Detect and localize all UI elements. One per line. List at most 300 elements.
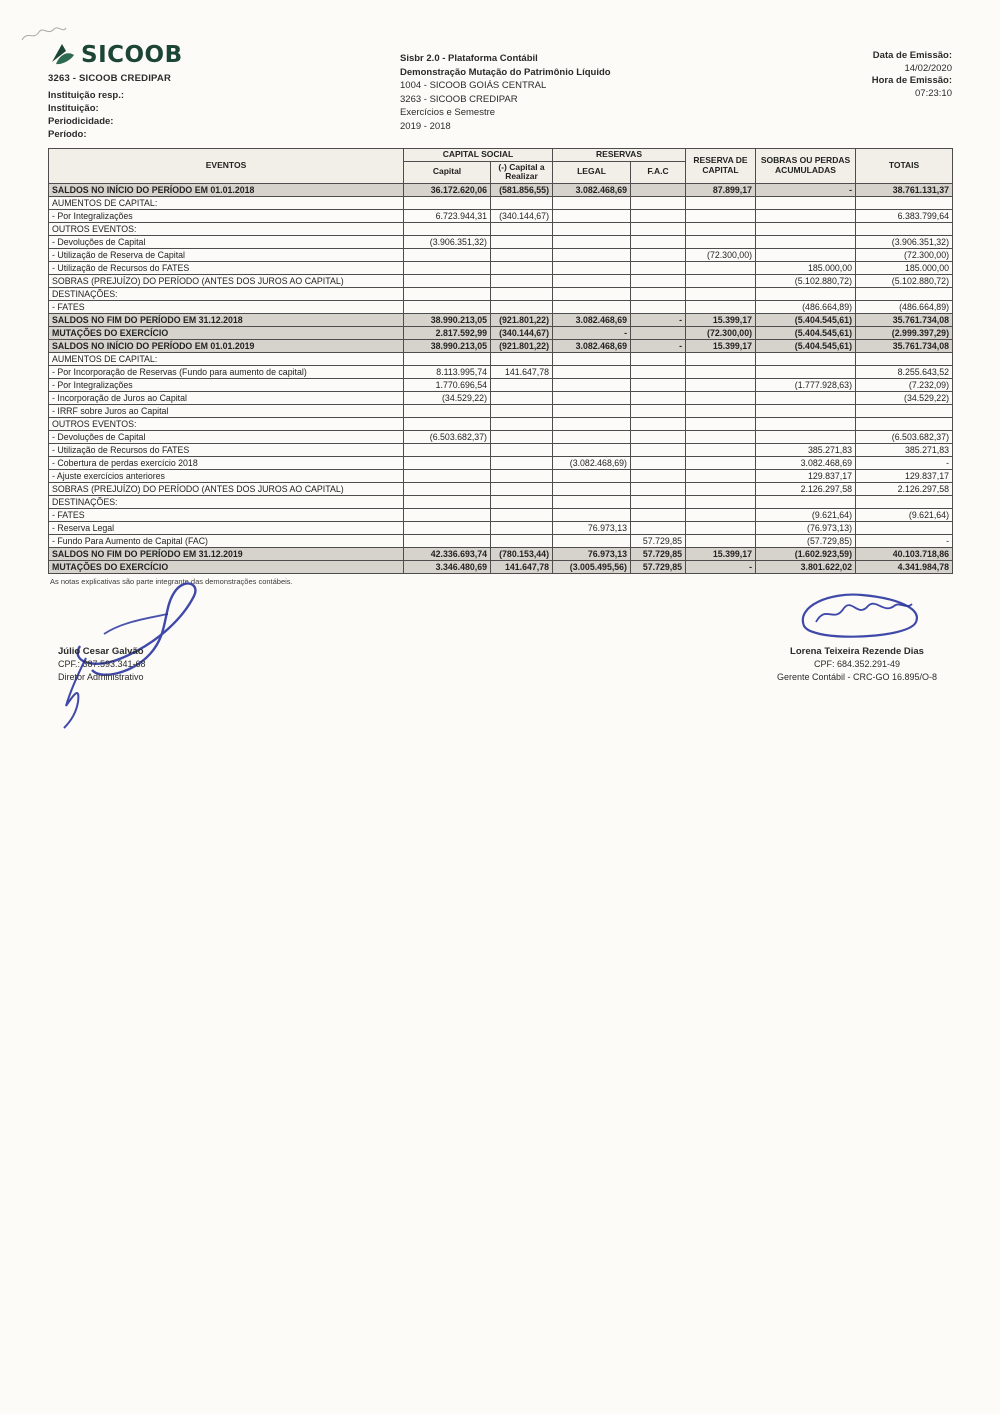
signature-block-accountant xyxy=(732,586,982,684)
cell-value xyxy=(756,287,856,300)
cell-value: 57.729,85 xyxy=(631,547,686,560)
cell-value: 15.399,17 xyxy=(686,547,756,560)
cell-value xyxy=(631,183,686,196)
cell-value xyxy=(686,495,756,508)
cell-value: (340.144,67) xyxy=(491,209,553,222)
cell-value xyxy=(631,196,686,209)
cell-value: 15.399,17 xyxy=(686,339,756,352)
cell-value: 57.729,85 xyxy=(631,560,686,573)
cell-value xyxy=(491,521,553,534)
row-label: - Ajuste exercícios anteriores xyxy=(49,469,404,482)
cell-value: (5.404.545,61) xyxy=(756,339,856,352)
cell-value xyxy=(631,404,686,417)
cell-value: 141.647,78 xyxy=(491,560,553,573)
label-periodicidade: Periodicidade: xyxy=(48,116,114,127)
col-header-legal: LEGAL xyxy=(553,161,631,183)
cell-value: 40.103.718,86 xyxy=(856,547,953,560)
signature-block-director xyxy=(52,580,292,750)
explanatory-note: As notas explicativas são parte integrante das demonstrações contábeis. xyxy=(50,577,293,586)
cell-value xyxy=(491,274,553,287)
logo-wordmark: SICOOB xyxy=(81,42,183,68)
row-label: - Utilização de Recursos do FATES xyxy=(49,443,404,456)
cell-value: 2.817.592,99 xyxy=(404,326,491,339)
table-row xyxy=(49,430,953,443)
cell-value xyxy=(686,482,756,495)
cell-value: 2.126.297,58 xyxy=(756,482,856,495)
cell-value: (34.529,22) xyxy=(856,391,953,404)
table-row xyxy=(49,521,953,534)
cell-value: 3.082.468,69 xyxy=(553,313,631,326)
cell-value xyxy=(404,274,491,287)
cell-value xyxy=(491,287,553,300)
cell-value xyxy=(491,261,553,274)
header-left xyxy=(48,42,368,141)
cell-value xyxy=(404,469,491,482)
period-value: 2019 - 2018 xyxy=(400,120,451,132)
cell-value xyxy=(553,235,631,248)
row-label: SALDOS NO INÍCIO DO PERÍODO EM 01.01.2018 xyxy=(49,183,404,196)
cell-value: (1.602.923,59) xyxy=(756,547,856,560)
cell-value xyxy=(491,248,553,261)
label-instituicao-resp: Instituição resp.: xyxy=(48,90,125,101)
cell-value xyxy=(553,209,631,222)
table-row xyxy=(49,196,953,209)
table-row xyxy=(49,417,953,430)
row-label: SALDOS NO FIM DO PERÍODO EM 31.12.2019 xyxy=(49,547,404,560)
table-row xyxy=(49,339,953,352)
cell-value: 3.082.468,69 xyxy=(553,339,631,352)
cell-value: 76.973,13 xyxy=(553,547,631,560)
cell-value xyxy=(553,430,631,443)
cell-value xyxy=(553,508,631,521)
cell-value xyxy=(491,430,553,443)
cell-value: 6.723.944,31 xyxy=(404,209,491,222)
cell-value xyxy=(491,417,553,430)
events-table-body xyxy=(49,183,953,573)
cell-value xyxy=(686,287,756,300)
table-row xyxy=(49,352,953,365)
cell-value xyxy=(686,534,756,547)
cell-value xyxy=(631,469,686,482)
emission-block xyxy=(872,50,952,100)
cell-value xyxy=(553,482,631,495)
row-label: - Por Integralizações xyxy=(49,378,404,391)
cell-value: (57.729,85) xyxy=(756,534,856,547)
cell-value: 129.837,17 xyxy=(856,469,953,482)
branch-code: 3263 - SICOOB CREDIPAR xyxy=(48,73,172,84)
row-label: OUTROS EVENTOS: xyxy=(49,417,404,430)
cell-value xyxy=(404,222,491,235)
cell-value xyxy=(631,521,686,534)
sicoob-logo-icon xyxy=(48,42,76,68)
cell-value xyxy=(631,352,686,365)
cell-value: 3.346.480,69 xyxy=(404,560,491,573)
cell-value: 3.801.622,02 xyxy=(756,560,856,573)
row-label: SALDOS NO FIM DO PERÍODO EM 31.12.2018 xyxy=(49,313,404,326)
row-label: MUTAÇÕES DO EXERCÍCIO xyxy=(49,560,404,573)
cell-value xyxy=(856,404,953,417)
cell-value xyxy=(686,521,756,534)
table-row xyxy=(49,443,953,456)
cell-value xyxy=(686,261,756,274)
cell-value xyxy=(491,391,553,404)
cell-value xyxy=(553,404,631,417)
cell-value: (921.801,22) xyxy=(491,313,553,326)
cell-value: (340.144,67) xyxy=(491,326,553,339)
cell-value xyxy=(631,443,686,456)
cell-value xyxy=(756,248,856,261)
cell-value: - xyxy=(686,560,756,573)
row-label: SOBRAS (PREJUÍZO) DO PERÍODO (ANTES DOS JUROS AO CAPITAL) xyxy=(49,482,404,495)
cell-value xyxy=(756,495,856,508)
cell-value xyxy=(553,352,631,365)
cell-value xyxy=(491,534,553,547)
cell-value xyxy=(631,508,686,521)
cell-value: (9.621,64) xyxy=(756,508,856,521)
cell-value: 38.990.213,05 xyxy=(404,313,491,326)
row-label: - Utilização de Reserva de Capital xyxy=(49,248,404,261)
institution: 3263 - SICOOB CREDIPAR xyxy=(400,93,518,105)
cell-value xyxy=(553,443,631,456)
cell-value xyxy=(686,196,756,209)
row-label: - Incorporação de Juros ao Capital xyxy=(49,391,404,404)
cell-value: 15.399,17 xyxy=(686,313,756,326)
table-row xyxy=(49,547,953,560)
cell-value xyxy=(553,391,631,404)
cell-value xyxy=(686,508,756,521)
cell-value: (5.404.545,61) xyxy=(756,326,856,339)
col-header-fac: F.A.C xyxy=(631,161,686,183)
cell-value xyxy=(553,287,631,300)
report-title: Demonstração Mutação do Patrimônio Líquido xyxy=(400,66,611,78)
cell-value xyxy=(404,534,491,547)
cell-value: (6.503.682,37) xyxy=(856,430,953,443)
periodicity-value: Exercícios e Semestre xyxy=(400,107,496,118)
cell-value: - xyxy=(856,534,953,547)
cell-value xyxy=(553,365,631,378)
cell-value xyxy=(404,196,491,209)
cell-value xyxy=(631,287,686,300)
cell-value xyxy=(404,300,491,313)
cell-value: - xyxy=(856,456,953,469)
emission-time-value: 07:23:10 xyxy=(915,87,952,99)
row-label: - FATES xyxy=(49,508,404,521)
cell-value xyxy=(404,352,491,365)
cell-value: (1.777.928,63) xyxy=(756,378,856,391)
col-header-capital-social: CAPITAL SOCIAL xyxy=(404,149,553,162)
cell-value xyxy=(631,300,686,313)
director-cpf: CPF.: 387.593.341-68 xyxy=(58,659,146,669)
cell-value xyxy=(631,378,686,391)
cell-value xyxy=(404,261,491,274)
cell-value xyxy=(404,495,491,508)
report-title-block xyxy=(400,52,611,133)
cell-value: (5.102.880,72) xyxy=(756,274,856,287)
cell-value xyxy=(856,287,953,300)
cell-value xyxy=(856,417,953,430)
cell-value: 3.082.468,69 xyxy=(756,456,856,469)
cell-value xyxy=(491,443,553,456)
label-instituicao: Instituição: xyxy=(48,103,99,114)
cell-value xyxy=(631,430,686,443)
cell-value xyxy=(631,482,686,495)
cell-value xyxy=(631,391,686,404)
director-role: Diretor Administrativo xyxy=(58,672,144,682)
cell-value xyxy=(491,352,553,365)
cell-value: 6.383.799,64 xyxy=(856,209,953,222)
row-label: - Fundo Para Aumento de Capital (FAC) xyxy=(49,534,404,547)
cell-value xyxy=(756,417,856,430)
cell-value: (3.005.495,56) xyxy=(553,560,631,573)
cell-value: (921.801,22) xyxy=(491,339,553,352)
cell-value: 385.271,83 xyxy=(756,443,856,456)
cell-value: 38.990.213,05 xyxy=(404,339,491,352)
cell-value xyxy=(686,417,756,430)
cell-value: (581.856,55) xyxy=(491,183,553,196)
cell-value: (6.503.682,37) xyxy=(404,430,491,443)
cell-value: 36.172.620,06 xyxy=(404,183,491,196)
cell-value: 8.255.643,52 xyxy=(856,365,953,378)
cell-value: - xyxy=(631,339,686,352)
row-label: - Por Incorporação de Reservas (Fundo para aumento de capital) xyxy=(49,365,404,378)
cell-value xyxy=(856,222,953,235)
cell-value xyxy=(491,469,553,482)
cell-value xyxy=(686,235,756,248)
cell-value: (5.404.545,61) xyxy=(756,313,856,326)
cell-value xyxy=(553,417,631,430)
accountant-cpf: CPF: 684.352.291-49 xyxy=(813,659,901,669)
emission-date-label: Data de Emissão: xyxy=(872,50,952,61)
cell-value: 3.082.468,69 xyxy=(553,183,631,196)
table-row xyxy=(49,482,953,495)
platform-title: Sisbr 2.0 - Plataforma Contábil xyxy=(400,53,538,64)
col-header-reserva-capital: RESERVA DE CAPITAL xyxy=(686,149,756,184)
cell-value xyxy=(686,443,756,456)
cell-value: 185.000,00 xyxy=(756,261,856,274)
cell-value xyxy=(686,456,756,469)
cell-value xyxy=(686,352,756,365)
cell-value xyxy=(631,235,686,248)
table-row xyxy=(49,222,953,235)
col-header-totais: TOTAIS xyxy=(856,149,953,184)
cell-value: (72.300,00) xyxy=(856,248,953,261)
accountant-name: Lorena Teixeira Rezende Dias xyxy=(790,646,924,657)
cell-value xyxy=(686,430,756,443)
row-label: MUTAÇÕES DO EXERCÍCIO xyxy=(49,326,404,339)
cell-value xyxy=(553,248,631,261)
cell-value xyxy=(491,378,553,391)
cell-value xyxy=(756,365,856,378)
cell-value xyxy=(553,378,631,391)
cell-value: 38.761.131,37 xyxy=(856,183,953,196)
cell-value xyxy=(631,222,686,235)
table-row xyxy=(49,235,953,248)
table-row xyxy=(49,495,953,508)
cell-value xyxy=(491,235,553,248)
cell-value: - xyxy=(631,313,686,326)
emission-date-value: 14/02/2020 xyxy=(904,62,952,74)
table-row xyxy=(49,456,953,469)
cell-value xyxy=(404,287,491,300)
row-label: - IRRF sobre Juros ao Capital xyxy=(49,404,404,417)
cell-value: 8.113.995,74 xyxy=(404,365,491,378)
cell-value xyxy=(553,196,631,209)
cell-value: (486.664,89) xyxy=(856,300,953,313)
cell-value: 4.341.984,78 xyxy=(856,560,953,573)
table-row xyxy=(49,404,953,417)
row-label: AUMENTOS DE CAPITAL: xyxy=(49,196,404,209)
row-label: - FATES xyxy=(49,300,404,313)
cell-value: (486.664,89) xyxy=(756,300,856,313)
cell-value xyxy=(553,261,631,274)
cell-value xyxy=(553,495,631,508)
table-row xyxy=(49,326,953,339)
table-row xyxy=(49,261,953,274)
table-row xyxy=(49,209,953,222)
cell-value: (5.102.880,72) xyxy=(856,274,953,287)
cell-value xyxy=(756,235,856,248)
cell-value xyxy=(686,274,756,287)
sicoob-logo xyxy=(48,42,368,68)
table-row xyxy=(49,391,953,404)
table-row xyxy=(49,313,953,326)
row-label: - Utilização de Recursos do FATES xyxy=(49,261,404,274)
table-row xyxy=(49,248,953,261)
cell-value xyxy=(631,417,686,430)
col-header-reservas: RESERVAS xyxy=(553,149,686,162)
cell-value: (34.529,22) xyxy=(404,391,491,404)
cell-value: (3.906.351,32) xyxy=(404,235,491,248)
cell-value xyxy=(756,404,856,417)
accountant-signature-icon xyxy=(782,586,932,640)
cell-value: 42.336.693,74 xyxy=(404,547,491,560)
cell-value xyxy=(756,196,856,209)
label-periodo: Período: xyxy=(48,129,87,140)
cell-value: 1.770.696,54 xyxy=(404,378,491,391)
col-header-capital: Capital xyxy=(404,161,491,183)
row-label: - Reserva Legal xyxy=(49,521,404,534)
table-row xyxy=(49,508,953,521)
row-label: - Devoluções de Capital xyxy=(49,430,404,443)
cell-value xyxy=(404,404,491,417)
cell-value xyxy=(491,456,553,469)
cell-value xyxy=(686,222,756,235)
cell-value xyxy=(856,352,953,365)
cell-value xyxy=(491,222,553,235)
row-label: OUTROS EVENTOS: xyxy=(49,222,404,235)
cell-value xyxy=(491,508,553,521)
row-label: AUMENTOS DE CAPITAL: xyxy=(49,352,404,365)
cell-value xyxy=(553,274,631,287)
cell-value xyxy=(686,404,756,417)
table-row xyxy=(49,560,953,573)
table-row xyxy=(49,365,953,378)
cell-value xyxy=(404,443,491,456)
cell-value: 141.647,78 xyxy=(491,365,553,378)
table-row xyxy=(49,274,953,287)
row-label: - Devoluções de Capital xyxy=(49,235,404,248)
director-name: Júlio Cesar Galvão xyxy=(58,646,144,657)
cell-value: - xyxy=(553,326,631,339)
cell-value xyxy=(631,456,686,469)
cell-value: (780.153,44) xyxy=(491,547,553,560)
cell-value xyxy=(756,209,856,222)
table-row xyxy=(49,183,953,196)
col-header-sobras: SOBRAS OU PERDAS ACUMULADAS xyxy=(756,149,856,184)
cell-value: 385.271,83 xyxy=(856,443,953,456)
cell-value xyxy=(686,378,756,391)
cell-value: (9.621,64) xyxy=(856,508,953,521)
cell-value: 76.973,13 xyxy=(553,521,631,534)
cell-value xyxy=(856,196,953,209)
cell-value xyxy=(631,495,686,508)
accountant-role: Gerente Contábil - CRC-GO 16.895/O-8 xyxy=(776,672,938,682)
cell-value xyxy=(404,417,491,430)
cell-value xyxy=(631,261,686,274)
cell-value xyxy=(491,196,553,209)
cell-value: (2.999.397,29) xyxy=(856,326,953,339)
central-institution: 1004 - SICOOB GOIÁS CENTRAL xyxy=(400,80,547,91)
cell-value xyxy=(553,222,631,235)
cell-value xyxy=(686,209,756,222)
cell-value: 57.729,85 xyxy=(631,534,686,547)
col-header-capital-realizar: (-) Capital a Realizar xyxy=(491,161,553,183)
cell-value: (3.906.351,32) xyxy=(856,235,953,248)
cell-value xyxy=(756,352,856,365)
cell-value xyxy=(631,274,686,287)
equity-statement-table xyxy=(48,148,953,574)
row-label: DESTINAÇÕES: xyxy=(49,287,404,300)
table-row xyxy=(49,287,953,300)
cell-value: 185.000,00 xyxy=(856,261,953,274)
row-label: - Cobertura de perdas exercício 2018 xyxy=(49,456,404,469)
cell-value xyxy=(856,495,953,508)
emission-time-label: Hora de Emissão: xyxy=(871,75,952,86)
cell-value xyxy=(491,495,553,508)
cell-value: (7.232,09) xyxy=(856,378,953,391)
cell-value xyxy=(631,209,686,222)
row-label: - Por Integralizações xyxy=(49,209,404,222)
cell-value xyxy=(553,469,631,482)
cell-value: (76.973,13) xyxy=(756,521,856,534)
cell-value: 35.761.734,08 xyxy=(856,339,953,352)
cell-value xyxy=(756,430,856,443)
col-header-eventos: EVENTOS xyxy=(49,149,404,184)
cell-value xyxy=(756,222,856,235)
table-row xyxy=(49,300,953,313)
cell-value xyxy=(553,300,631,313)
cell-value: 35.761.734,08 xyxy=(856,313,953,326)
cell-value xyxy=(404,248,491,261)
cell-value xyxy=(756,391,856,404)
cell-value xyxy=(631,326,686,339)
row-label: SALDOS NO INÍCIO DO PERÍODO EM 01.01.2019 xyxy=(49,339,404,352)
cell-value: - xyxy=(756,183,856,196)
table-row xyxy=(49,469,953,482)
cell-value: (3.082.468,69) xyxy=(553,456,631,469)
cell-value xyxy=(686,300,756,313)
cell-value xyxy=(686,391,756,404)
cell-value xyxy=(553,534,631,547)
cell-value: 2.126.297,58 xyxy=(856,482,953,495)
table-row xyxy=(49,534,953,547)
cell-value xyxy=(856,521,953,534)
cell-value xyxy=(404,482,491,495)
row-label: SOBRAS (PREJUÍZO) DO PERÍODO (ANTES DOS JUROS AO CAPITAL) xyxy=(49,274,404,287)
cell-value: 87.899,17 xyxy=(686,183,756,196)
cell-value xyxy=(631,365,686,378)
cell-value xyxy=(491,482,553,495)
